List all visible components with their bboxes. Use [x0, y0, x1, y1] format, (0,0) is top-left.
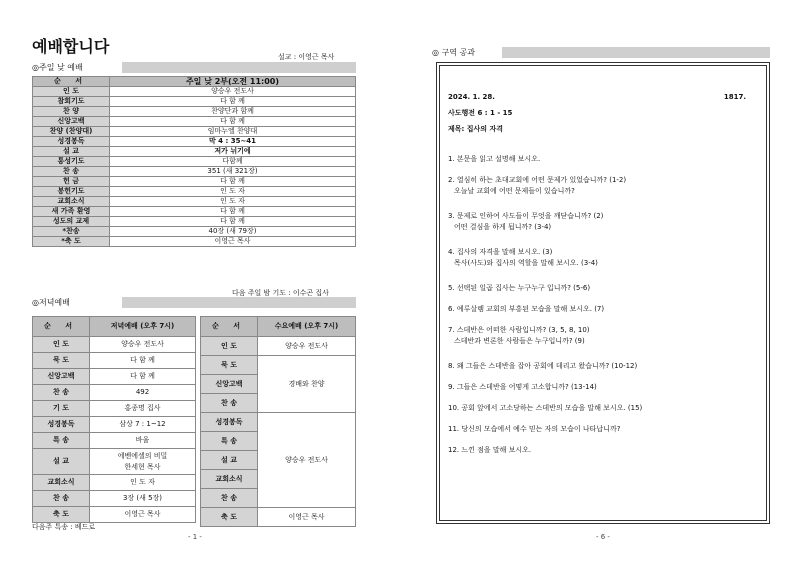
- sunday-row-label: 참회기도: [33, 97, 110, 107]
- wed-row-label: 설 교: [201, 451, 258, 470]
- lesson-question: 9. 그들은 스데반을 어떻게 고소합니까? (13-14): [448, 383, 597, 391]
- sunday-row-value: 다 함 께: [110, 97, 356, 107]
- evening-row-label: 축 도: [33, 507, 90, 523]
- sunday-service-table: [32, 76, 356, 247]
- sunday-row-label: 찬 양: [33, 107, 110, 117]
- wed-row: [201, 413, 356, 432]
- evening-row-value: 저녁예배 (오후 7시): [90, 317, 196, 337]
- sunday-row-label: 찬 송: [33, 167, 110, 177]
- evening-row-label: 인 도: [33, 337, 90, 353]
- evening-row: [33, 475, 196, 491]
- sunday-row-value: 저가 뉘기에: [110, 147, 356, 157]
- wed-row: [201, 337, 356, 356]
- lesson-question: 11. 당신의 모습에서 예수 믿는 자의 모습이 나타납니까?: [448, 425, 621, 433]
- evening-row-value: 인 도 자: [90, 475, 196, 491]
- evening-service-table: [32, 316, 196, 523]
- wed-row-label: 찬 송: [201, 394, 258, 413]
- wed-row-label: 찬 송: [201, 489, 258, 508]
- sunday-row-value: 이영근 목사: [110, 237, 356, 247]
- sunday-row: [33, 147, 356, 157]
- lesson-question-followup: 오늘날 교회에 어떤 문제들이 있습니까?: [454, 187, 575, 195]
- sunday-row: [33, 177, 356, 187]
- evening-row: [33, 507, 196, 523]
- wed-row-label: 축 도: [201, 508, 258, 527]
- lesson-question: 2. 열심히 하는 초대교회에 어떤 문제가 있었습니까? (1-2): [448, 176, 627, 184]
- lesson-question: 8. 왜 그들은 스데반을 잡아 공회에 데리고 왔습니까? (10-12): [448, 362, 638, 370]
- evening-row: [33, 337, 196, 353]
- sunday-row-value: 다 함 께: [110, 177, 356, 187]
- sunday-row: [33, 227, 356, 237]
- lesson-number: 1817.: [723, 93, 746, 101]
- lesson-section-header: ◎ 구역 공과: [432, 47, 770, 58]
- wed-row: [201, 356, 356, 375]
- next-prayer-note: 다음 주일 밤 기도 : 이수곤 집사: [232, 289, 329, 297]
- lesson-question: 7. 스데반은 어떠한 사람입니까? (3, 5, 8, 10): [448, 326, 590, 334]
- sunday-row: [33, 97, 356, 107]
- wed-row-value: 경배와 찬양: [258, 356, 356, 413]
- sunday-row: [33, 107, 356, 117]
- lesson-question: 4. 집사의 자격을 말해 보시오. (3): [448, 248, 553, 256]
- sunday-row-value: 인 도 자: [110, 197, 356, 207]
- evening-row-value: 삼상 7 : 1~12: [90, 417, 196, 433]
- wed-row-label: 순 서: [201, 317, 258, 337]
- evening-row-label: 교회소식: [33, 475, 90, 491]
- evening-row-label: 특 송: [33, 433, 90, 449]
- sunday-row-label: 성도의 교제: [33, 217, 110, 227]
- sunday-row-label: 설 교: [33, 147, 110, 157]
- sunday-row: [33, 137, 356, 147]
- wed-header-row: [201, 317, 356, 337]
- wed-row: [201, 508, 356, 527]
- lesson-subject: 제목: 집사의 자격: [448, 125, 504, 133]
- lesson-date: 2024. 1. 28.: [448, 93, 495, 101]
- sunday-row: [33, 127, 356, 137]
- wed-row-label: 특 송: [201, 432, 258, 451]
- sunday-row-value: 40장 (새 79장): [110, 227, 356, 237]
- evening-row-value: 바울: [90, 433, 196, 449]
- evening-row-label: 신앙고백: [33, 369, 90, 385]
- sunday-row-value: 다 함 께: [110, 207, 356, 217]
- evening-row-label: 설 교: [33, 449, 90, 475]
- sunday-row-value: 주일 낮 2부(오전 11:00): [110, 77, 356, 87]
- lesson-question: 3. 문제로 인하여 사도들이 무엇을 깨닫습니까? (2): [448, 212, 604, 220]
- evening-row: [33, 491, 196, 507]
- sunday-row-value: 다 함 께: [110, 117, 356, 127]
- lesson-question: 6. 예루살렘 교회의 부흥된 모습을 말해 보시오. (7): [448, 305, 605, 313]
- sunday-row-label: 통성기도: [33, 157, 110, 167]
- evening-section-header: ◎저녁예배: [32, 297, 356, 308]
- sunday-row-label: *찬송: [33, 227, 110, 237]
- sunday-row-value: 다함께: [110, 157, 356, 167]
- sunday-row-value: 다 함 께: [110, 217, 356, 227]
- sunday-row-value: 인 도 자: [110, 187, 356, 197]
- evening-row: [33, 401, 196, 417]
- wednesday-service-table: [200, 316, 356, 527]
- sunday-row: [33, 217, 356, 227]
- evening-row-label: 기 도: [33, 401, 90, 417]
- sunday-row-label: *축 도: [33, 237, 110, 247]
- evening-row: [33, 417, 196, 433]
- sunday-row-value: 찬양단과 함께: [110, 107, 356, 117]
- wed-row-label: 성경봉독: [201, 413, 258, 432]
- sunday-row: [33, 117, 356, 127]
- sunday-row-label: 순 서: [33, 77, 110, 87]
- sunday-row-value: 임마누엘 찬양대: [110, 127, 356, 137]
- lesson-question: 10. 공회 앞에서 고소당하는 스데반의 모습을 말해 보시오. (15): [448, 404, 643, 412]
- evening-sermon-preacher: 한세현 목사: [124, 462, 161, 471]
- evening-row-label: 순 서: [33, 317, 90, 337]
- evening-row-value: 양승우 전도사: [90, 337, 196, 353]
- wed-row-value: 이영근 목사: [258, 508, 356, 527]
- sunday-row-value: 막 4 : 35~41: [110, 137, 356, 147]
- lesson-question-followup: 스데반과 변론한 사람들은 누구입니까? (9): [454, 337, 585, 345]
- sunday-section-header: ◎주일 낮 예배: [32, 62, 356, 73]
- wed-row-label: 교회소식: [201, 470, 258, 489]
- sunday-row-label: 새 가족 환영: [33, 207, 110, 217]
- sunday-row-value: 양승우 전도사: [110, 87, 356, 97]
- lesson-question: 1. 본문을 읽고 설명해 보시오.: [448, 155, 541, 163]
- sunday-row: [33, 207, 356, 217]
- lesson-question-followup: 어떤 결심을 하게 됩니까? (3-4): [454, 223, 552, 231]
- evening-row-value: 이영근 목사: [90, 507, 196, 523]
- evening-row: [33, 369, 196, 385]
- evening-row-value: 다 함 께: [90, 353, 196, 369]
- sunday-row: [33, 167, 356, 177]
- evening-row: [33, 433, 196, 449]
- sunday-row-label: 헌 금: [33, 177, 110, 187]
- sunday-row-value: 351 (새 321장): [110, 167, 356, 177]
- wed-row-value: 수요예배 (오후 7시): [258, 317, 356, 337]
- lesson-question: 5. 선택된 일곱 집사는 누구누구 입니까? (5-6): [448, 284, 591, 292]
- sunday-row: [33, 77, 356, 87]
- evening-row-value: 3장 (새 5장): [90, 491, 196, 507]
- evening-sermon-title: 에벤에셀의 비밀: [117, 451, 168, 460]
- sunday-row-label: 교회소식: [33, 197, 110, 207]
- wed-row-label: 묵 도: [201, 356, 258, 375]
- wed-row-value: 양승우 전도사: [258, 337, 356, 356]
- lesson-question: 12. 느낀 점을 말해 보시오.: [448, 446, 532, 454]
- evening-row-value: 홍종명 집사: [90, 401, 196, 417]
- wed-row-value: 양승우 전도사: [258, 413, 356, 508]
- evening-row: [33, 317, 196, 337]
- sunday-row-label: 인 도: [33, 87, 110, 97]
- sunday-row: [33, 87, 356, 97]
- evening-row-value: [90, 449, 196, 475]
- evening-row-label: 성경봉독: [33, 417, 90, 433]
- evening-row-label: 찬 송: [33, 385, 90, 401]
- evening-row: [33, 385, 196, 401]
- sunday-row-label: 찬양 (찬양대): [33, 127, 110, 137]
- sunday-row-label: 봉헌기도: [33, 187, 110, 197]
- evening-row: [33, 353, 196, 369]
- page-number-left: - 1 -: [188, 533, 202, 541]
- sunday-row: [33, 187, 356, 197]
- lesson-panel-inner: [439, 65, 767, 521]
- evening-row-value: 492: [90, 385, 196, 401]
- special-song-note: 다음주 특송 : 베드로: [32, 523, 96, 531]
- evening-row-label: 묵 도: [33, 353, 90, 369]
- evening-row: [33, 449, 196, 475]
- wed-row-label: 인 도: [201, 337, 258, 356]
- lesson-question-followup: 목사(사도)와 집사의 역할을 말해 보시오. (3-4): [454, 259, 598, 267]
- wed-row-label: 신앙고백: [201, 375, 258, 394]
- evening-row-label: 찬 송: [33, 491, 90, 507]
- evening-row-value: 다 함 께: [90, 369, 196, 385]
- sunday-row: [33, 197, 356, 207]
- sunday-row: [33, 157, 356, 167]
- preacher-label: 설교 : 이영근 목사: [278, 53, 335, 61]
- sunday-row-label: 신앙고백: [33, 117, 110, 127]
- page-title: 예배합니다: [32, 37, 110, 56]
- lesson-scripture: 사도행전 6 : 1 - 15: [448, 109, 513, 117]
- sunday-row-label: 성경봉독: [33, 137, 110, 147]
- lesson-panel: [436, 62, 770, 524]
- page-number-right: - 6 -: [596, 533, 610, 541]
- sunday-row: [33, 237, 356, 247]
